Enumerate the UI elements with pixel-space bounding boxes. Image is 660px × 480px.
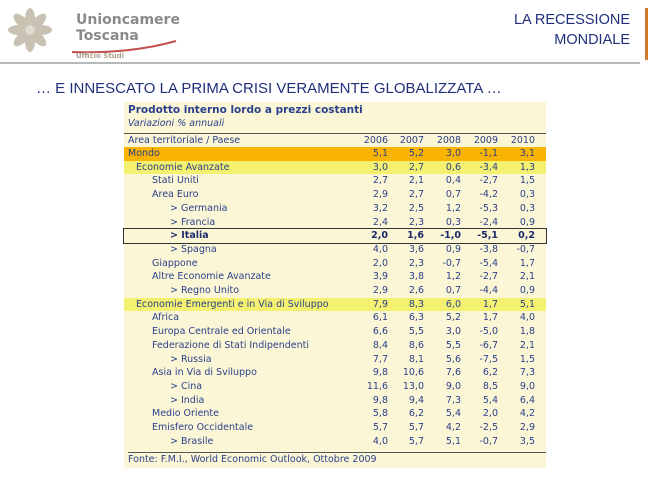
row-value-2007: 5,2 xyxy=(408,148,424,159)
row-value-2010: 1,3 xyxy=(519,161,535,173)
table-header xyxy=(124,133,546,148)
row-value-2010: 9,0 xyxy=(519,380,535,392)
row-value-2007: 2,1 xyxy=(408,175,424,187)
table-row xyxy=(124,270,546,284)
row-value-2007: 2,6 xyxy=(408,285,424,296)
row-value-2006: 7,9 xyxy=(372,298,388,310)
column-header-2010: 2010 xyxy=(510,135,535,146)
row-value-2007: 5,5 xyxy=(408,326,424,338)
table-row xyxy=(124,366,546,380)
row-label: Mondo xyxy=(128,148,160,159)
row-value-2009: -2,7 xyxy=(479,271,498,283)
row-value-2007: 1,6 xyxy=(407,230,424,242)
row-value-2008: 5,2 xyxy=(445,312,461,324)
row-value-2008: 5,1 xyxy=(445,435,461,447)
row-value-2007: 2,3 xyxy=(408,257,424,269)
row-value-2010: 0,3 xyxy=(519,202,535,214)
row-value-2010: 1,7 xyxy=(519,257,535,269)
row-label: Asia in Via di Sviluppo xyxy=(152,367,257,379)
row-value-2009: -4,4 xyxy=(479,285,498,296)
table-row xyxy=(124,421,546,435)
row-value-2006: 3,9 xyxy=(372,271,388,283)
table-row xyxy=(124,284,546,298)
column-header-2006: 2006 xyxy=(363,135,388,146)
row-value-2009: 1,7 xyxy=(482,298,498,310)
row-value-2006: 2,7 xyxy=(372,175,388,187)
row-value-2008: 0,7 xyxy=(445,285,461,296)
row-value-2009: -6,7 xyxy=(479,339,498,351)
row-value-2009: -5,3 xyxy=(479,202,498,214)
row-label: Federazione di Stati Indipendenti xyxy=(152,339,310,351)
slide-title-line1: LA RECESSIONE xyxy=(513,12,630,28)
row-value-2008: 0,6 xyxy=(445,161,461,173)
row-value-2009: 6,2 xyxy=(482,367,498,379)
row-label: > Italia xyxy=(170,230,209,242)
slide-title xyxy=(514,10,630,50)
row-value-2006: 2,0 xyxy=(371,230,388,242)
row-value-2007: 2,3 xyxy=(408,216,424,228)
table-row xyxy=(124,174,546,188)
row-value-2008: 3,0 xyxy=(445,326,461,338)
row-label: Europa Centrale ed Orientale xyxy=(152,326,291,338)
row-label: Economie Emergenti e in Via di Sviluppo xyxy=(136,298,329,310)
row-label: > Brasile xyxy=(170,435,214,447)
row-value-2009: 8,5 xyxy=(482,380,498,392)
logo-name-line1: Unioncamere xyxy=(76,12,180,28)
row-value-2006: 4,0 xyxy=(372,435,388,447)
row-value-2007: 2,7 xyxy=(408,161,424,173)
table-title: Prodotto interno lordo a prezzi costanti xyxy=(128,104,363,116)
logo-name-line2: Toscana xyxy=(76,28,139,44)
row-value-2009: -2,5 xyxy=(479,422,498,433)
row-value-2006: 11,6 xyxy=(366,380,388,392)
row-value-2010: 4,0 xyxy=(519,312,535,324)
table-row xyxy=(124,188,546,202)
logo-department: Ufficio Studi xyxy=(76,52,125,60)
row-label: Emisfero Occidentale xyxy=(152,422,254,433)
row-value-2008: 0,7 xyxy=(445,189,461,201)
row-value-2009: -5,4 xyxy=(479,257,498,269)
row-value-2008: 4,2 xyxy=(445,422,461,433)
row-value-2009: -1,1 xyxy=(479,148,498,159)
table-row xyxy=(124,298,546,312)
row-label: > Germania xyxy=(170,202,228,214)
row-label: > Cina xyxy=(170,380,203,392)
table-row xyxy=(124,243,546,257)
row-label: > Spagna xyxy=(170,243,217,255)
row-value-2009: -4,2 xyxy=(479,189,498,201)
row-value-2007: 13,0 xyxy=(402,380,424,392)
row-value-2008: 9,0 xyxy=(445,380,461,392)
table-row xyxy=(124,353,546,367)
row-value-2006: 9,8 xyxy=(372,394,388,406)
row-value-2006: 2,0 xyxy=(372,257,388,269)
row-value-2010: 2,9 xyxy=(519,422,535,433)
row-value-2010: 6,4 xyxy=(519,394,535,406)
row-value-2007: 10,6 xyxy=(402,367,424,379)
row-value-2008: 5,4 xyxy=(445,408,461,420)
table-source: Fonte: F.M.I., World Economic Outlook, Ottobre 2009 xyxy=(128,452,546,465)
row-value-2007: 6,2 xyxy=(408,408,424,420)
row-value-2010: 0,9 xyxy=(519,285,535,296)
row-value-2007: 3,6 xyxy=(408,243,424,255)
row-value-2007: 2,5 xyxy=(408,202,424,214)
table-row xyxy=(124,394,546,408)
row-label: Economie Avanzate xyxy=(136,161,230,173)
row-value-2010: 0,2 xyxy=(518,230,535,242)
row-value-2006: 3,0 xyxy=(372,161,388,173)
row-value-2010: 4,2 xyxy=(519,408,535,420)
row-value-2007: 3,8 xyxy=(408,271,424,283)
row-value-2010: 1,5 xyxy=(519,175,535,187)
row-value-2010: 0,9 xyxy=(519,216,535,228)
row-value-2010: 5,1 xyxy=(519,298,535,310)
row-value-2010: 3,5 xyxy=(519,435,535,447)
row-value-2006: 4,0 xyxy=(372,243,388,255)
row-value-2010: 3,1 xyxy=(519,148,535,159)
row-value-2006: 5,7 xyxy=(372,422,388,433)
row-label: > India xyxy=(170,394,205,406)
row-value-2008: 7,3 xyxy=(445,394,461,406)
row-value-2006: 6,6 xyxy=(372,326,388,338)
row-label: > Russia xyxy=(170,353,212,365)
row-value-2009: 5,4 xyxy=(482,394,498,406)
row-value-2009: -0,7 xyxy=(479,435,498,447)
row-value-2006: 5,1 xyxy=(372,148,388,159)
row-label: Africa xyxy=(152,312,180,324)
table-row xyxy=(124,147,546,161)
slide-title-line2: MONDIALE xyxy=(554,32,630,48)
row-value-2006: 3,2 xyxy=(372,202,388,214)
row-value-2006: 2,9 xyxy=(372,285,388,296)
table-row xyxy=(124,325,546,339)
row-value-2006: 2,9 xyxy=(372,189,388,201)
column-header-2009: 2009 xyxy=(473,135,498,146)
row-value-2008: -0,7 xyxy=(442,257,461,269)
row-value-2006: 5,8 xyxy=(372,408,388,420)
row-value-2008: 6,0 xyxy=(445,298,461,310)
table-row xyxy=(124,229,546,243)
table-row xyxy=(124,435,546,449)
logo xyxy=(6,6,180,62)
column-header-area: Area territoriale / Paese xyxy=(128,135,241,146)
row-label: > Francia xyxy=(170,216,216,228)
row-value-2007: 9,4 xyxy=(408,394,424,406)
table-row xyxy=(124,339,546,353)
row-value-2009: -7,5 xyxy=(479,353,498,365)
row-value-2007: 2,7 xyxy=(408,189,424,201)
row-value-2006: 9,8 xyxy=(372,367,388,379)
row-value-2007: 8,1 xyxy=(408,353,424,365)
table-row xyxy=(124,311,546,325)
table-row xyxy=(124,216,546,230)
row-value-2007: 5,7 xyxy=(408,435,424,447)
row-value-2010: -0,7 xyxy=(516,243,535,255)
row-value-2006: 8,4 xyxy=(372,339,388,351)
row-value-2007: 8,6 xyxy=(408,339,424,351)
row-value-2008: 1,2 xyxy=(445,271,461,283)
table-row xyxy=(124,257,546,271)
row-label: > Regno Unito xyxy=(170,285,240,296)
accent-bar xyxy=(645,8,648,60)
row-value-2010: 2,1 xyxy=(519,339,535,351)
row-label: Medio Oriente xyxy=(152,408,220,420)
table-row xyxy=(124,202,546,216)
row-value-2008: -1,0 xyxy=(440,230,461,242)
row-value-2008: 3,0 xyxy=(445,148,461,159)
row-value-2010: 1,8 xyxy=(519,326,535,338)
row-value-2008: 0,3 xyxy=(445,216,461,228)
row-value-2008: 1,2 xyxy=(445,202,461,214)
gdp-table xyxy=(124,102,546,468)
table-subtitle: Variazioni % annuali xyxy=(128,118,225,129)
row-label: Giappone xyxy=(152,257,198,269)
row-value-2009: -5,0 xyxy=(479,326,498,338)
row-label: Area Euro xyxy=(152,189,199,201)
row-value-2006: 7,7 xyxy=(372,353,388,365)
row-value-2009: -3,8 xyxy=(479,243,498,255)
row-value-2010: 0,3 xyxy=(519,189,535,201)
row-value-2008: 5,6 xyxy=(445,353,461,365)
table-row xyxy=(124,407,546,421)
row-value-2009: -5,1 xyxy=(477,230,498,242)
column-header-2008: 2008 xyxy=(436,135,461,146)
row-value-2010: 2,1 xyxy=(519,271,535,283)
row-value-2008: 0,4 xyxy=(445,175,461,187)
row-value-2006: 6,1 xyxy=(372,312,388,324)
row-value-2009: -2,4 xyxy=(479,216,498,228)
column-header-2007: 2007 xyxy=(399,135,424,146)
row-value-2010: 1,5 xyxy=(519,353,535,365)
row-value-2009: -2,7 xyxy=(479,175,498,187)
row-value-2007: 6,3 xyxy=(408,312,424,324)
row-value-2008: 5,5 xyxy=(445,339,461,351)
logo-flower-icon xyxy=(6,6,54,54)
header-divider xyxy=(0,62,640,64)
row-value-2010: 7,3 xyxy=(519,367,535,379)
row-value-2007: 8,3 xyxy=(408,298,424,310)
row-value-2009: 1,7 xyxy=(482,312,498,324)
row-value-2007: 5,7 xyxy=(408,422,424,433)
row-value-2008: 7,6 xyxy=(445,367,461,379)
slide-subtitle: … E INNESCATO LA PRIMA CRISI VERAMENTE GLOBALIZZATA … xyxy=(36,80,502,97)
row-value-2008: 0,9 xyxy=(445,243,461,255)
row-value-2009: 2,0 xyxy=(482,408,498,420)
row-value-2009: -3,4 xyxy=(479,161,498,173)
row-label: Stati Uniti xyxy=(152,175,199,187)
row-value-2006: 2,4 xyxy=(372,216,388,228)
row-label: Altre Economie Avanzate xyxy=(152,271,271,283)
table-row xyxy=(124,380,546,394)
table-row xyxy=(124,161,546,175)
